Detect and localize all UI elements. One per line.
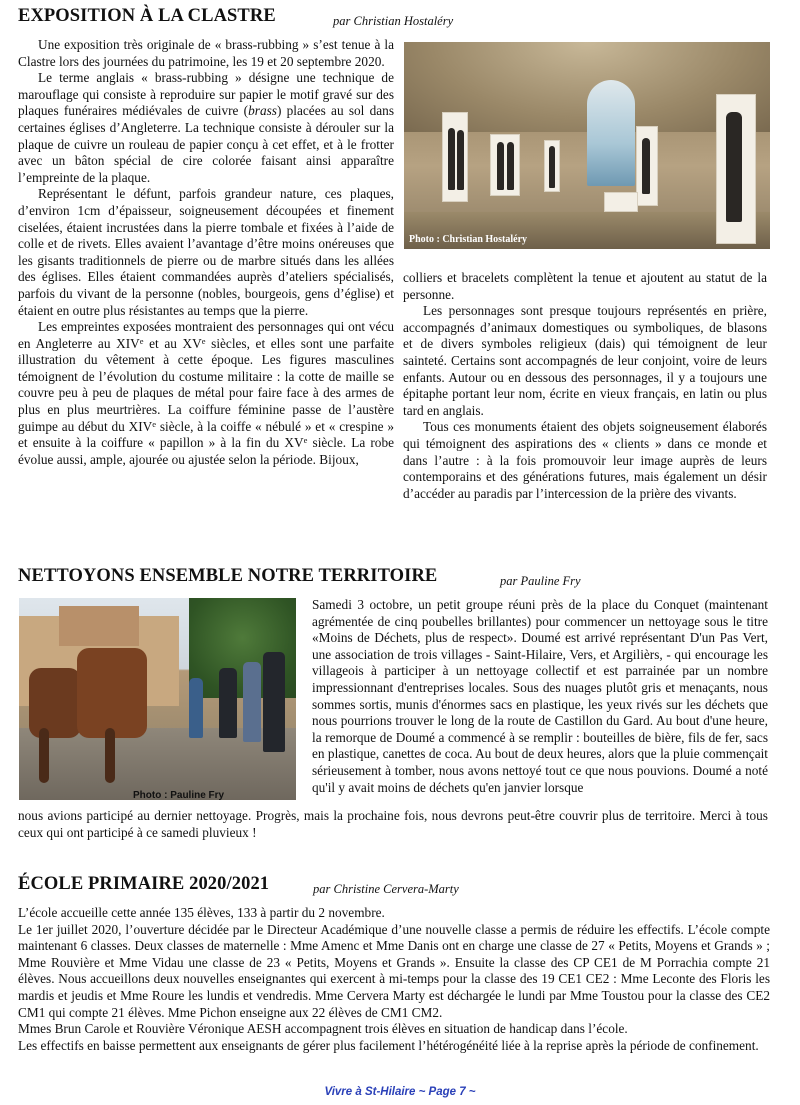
exhibition-photo bbox=[404, 42, 770, 249]
article2-byline: par Pauline Fry bbox=[500, 574, 581, 588]
article3-body bbox=[18, 905, 770, 1054]
article2-paragraph: nous avions participé au dernier nettoyage. Progrès, mais la prochaine fois, nous devrons peut-être couvrir plus de territoire. Merci à tous ceux qui ont participé à ce samedi pluvieux ! bbox=[18, 808, 768, 840]
article3-paragraph: Le 1er juillet 2020, l’ouverture décidée par le Directeur Académique d’une nouvelle classe a permis de réduire les effectifs. L’école compte maintenant 6 classes. Deux classes de maternelle : Mme Amenc et Mme Danis ont en charge une classe de 27 « Petits, Moyens et Grands » ; Mme Rouvière et Mme Vidau une classe de 23 « Petits, Moyens et Grands ». Ensuite la classe des CP CE1 de M Porrachia compte 21 élèves. Nous accueillons deux nouvelles enseignantes qui exercent à mi-temps pour la classe des 19 CE1 CE2 : Mme Leconte des Floris les mardis et jeudis et Mme Roure les lundis et vendredis. Mme Cervera Marty est déchargée le lundi par Mme Toustou pour la classe des CE2 CM1 qui compte 21 élèves. Mme Pichon enseigne aux 22 élèves de CM1 CM2. bbox=[18, 921, 770, 1020]
article1-paragraph: Une exposition très originale de « brass-rubbing » s’est tenue à la Clastre lors des journées du patrimoine, les 19 et 20 septembre 2020. bbox=[18, 37, 394, 69]
article3-paragraph: L’école accueille cette année 135 élèves, 133 à partir du 2 novembre. bbox=[18, 905, 385, 920]
article1-right-column bbox=[403, 270, 767, 502]
article1-title: EXPOSITION À LA CLASTRE bbox=[18, 6, 276, 26]
article3-byline: par Christine Cervera-Marty bbox=[313, 882, 459, 896]
cleanup-photo-credit: Photo : Pauline Fry bbox=[133, 790, 225, 801]
article1-left-column bbox=[18, 37, 394, 468]
article2-body-tail bbox=[18, 808, 768, 841]
article1-paragraph: Tous ces monuments étaient des objets soigneusement élaborés qui témoignent des aspirations des « clients » dans ce monde et dans l’autre : à la fois promouvoir leur image auprès de leurs contemporains et des générations futures, mais également un désir d’accéder au paradis par l’intercession de la prière des vivants. bbox=[403, 419, 767, 501]
page-footer: Vivre à St-Hilaire ~ Page 7 ~ bbox=[324, 1086, 476, 1098]
article3-paragraph: Mmes Brun Carole et Rouvière Véronique AESH accompagnent trois élèves en situation de handicap dans l’école. bbox=[18, 1021, 628, 1037]
article3-title: ÉCOLE PRIMAIRE 2020/2021 bbox=[18, 874, 270, 894]
exhibition-photo-credit: Photo : Christian Hostaléry bbox=[409, 234, 528, 245]
article1-paragraph: Représentant le défunt, parfois grandeur nature, ces plaques, d’environ 1cm d’épaisseur, soigneusement découpées et finement ciselées, étaient incrustées dans la pierre tombale et fixées à l’aide de colle et de rivets. Elles avaient l’avantage d’être moins onéreuses que les gisants traditionnels de pierre ou de marbre situés dans les allées des églises. Elles étaient commandées auprès d’ateliers spécialisés, parfois du vivant de la personne (nobles, bourgeois, gens d’église) et étaient en outre plus résistantes au temps que la pierre. bbox=[18, 186, 394, 318]
article1-byline: par Christian Hostaléry bbox=[333, 14, 454, 28]
article2-title: NETTOYONS ENSEMBLE NOTRE TERRITOIRE bbox=[18, 566, 438, 586]
article2-paragraph: Samedi 3 octobre, un petit groupe réuni près de la place du Conquet (maintenant agrémentée de cinq poubelles brillantes) pour commencer un nettoyage sous le titre «Moins de Déchets, plus de respect». Doumé est arrivé représentant D'un Pas Vert, une association de trois villages - Saint-Hilaire, Vers, et Argilièrs, - qui encourage les villageois à participer à un nettoyage collectif et est parrainée par un nombre impressionnant d'entreprises locales. Sous des nuages plutôt gris et menaçants, nous sommes sortis, munis d'énormes sacs en plastique, les yeux rivés sur les déchets que nous pourrions trouver le long de la route de Castillon du Gard. Au bout d'une heure, la remorque de Doumé a commencé à se remplir : bouteilles de bière, fils de fer, sacs en plastique, canettes de coca. Au bout de deux heures, alors que la pluie commençait sérieusement à tomber, nous avons nettoyé tout ce que nous pouvions. Doumé a noté qu'il y avait moins de déchets qu'en janvier lorsque bbox=[312, 597, 768, 795]
article1-paragraph: Les personnages sont presque toujours représentés en prière, accompagnés d’animaux domestiques ou symboliques, de blasons et de divers symboles religieux (dais) qui témoignent de leur sainteté. Certains sont accompagnés de leur conjoint, voire de leurs enfants. Autour ou en dessous des personnages, il y a toujours une épitaphe portant leur nom, écrite en vieux français, en latin ou plus tard en anglais. bbox=[403, 303, 767, 418]
cleanup-photo bbox=[19, 598, 296, 800]
article2-body bbox=[312, 597, 768, 796]
article3-paragraph: Les effectifs en baisse permettent aux enseignants de gérer plus facilement l’hétérogénéité liée à la reprise après la période de confinement. bbox=[18, 1037, 759, 1053]
article1-paragraph: Les empreintes exposées montraient des personnages qui ont vécu en Angleterre au XIVe et au XVe siècles, et elles sont une parfaite illustration du vêtement à cette époque. Les figures masculines témoignent de l’évolution du costume militaire : la cotte de maille se couvre peu à peu de plaques de métal pour faire face à des armes de plus en plus meurtrières. La coiffure féminine passe de l’austère guimpe au début du XIVe siècle, à la coiffe « nébulé » et « crespine » et ensuite à la coiffure « papillon » à la fin du XVe siècle. La robe évolue aussi, ample, ajourée ou ajustée selon la période. Bijoux, bbox=[18, 319, 394, 467]
article1-paragraph: colliers et bracelets complètent la tenue et ajoutent au statut de la personne. bbox=[403, 270, 767, 302]
article1-paragraph: Le terme anglais « brass-rubbing » désigne une technique de marouflage qui consiste à reproduire sur papier le motif gravé sur des plaques funéraires médiévales de cuivre (brass) placées au sol dans certaines églises d’Angleterre. La technique consiste à dérouler sur la plaque de cuivre un rouleau de papier conçu à cet effet, et à le frotter avec un bâton spécial de cire colorée faisant ainsi apparaître l’empreinte de la plaque. bbox=[18, 70, 395, 185]
